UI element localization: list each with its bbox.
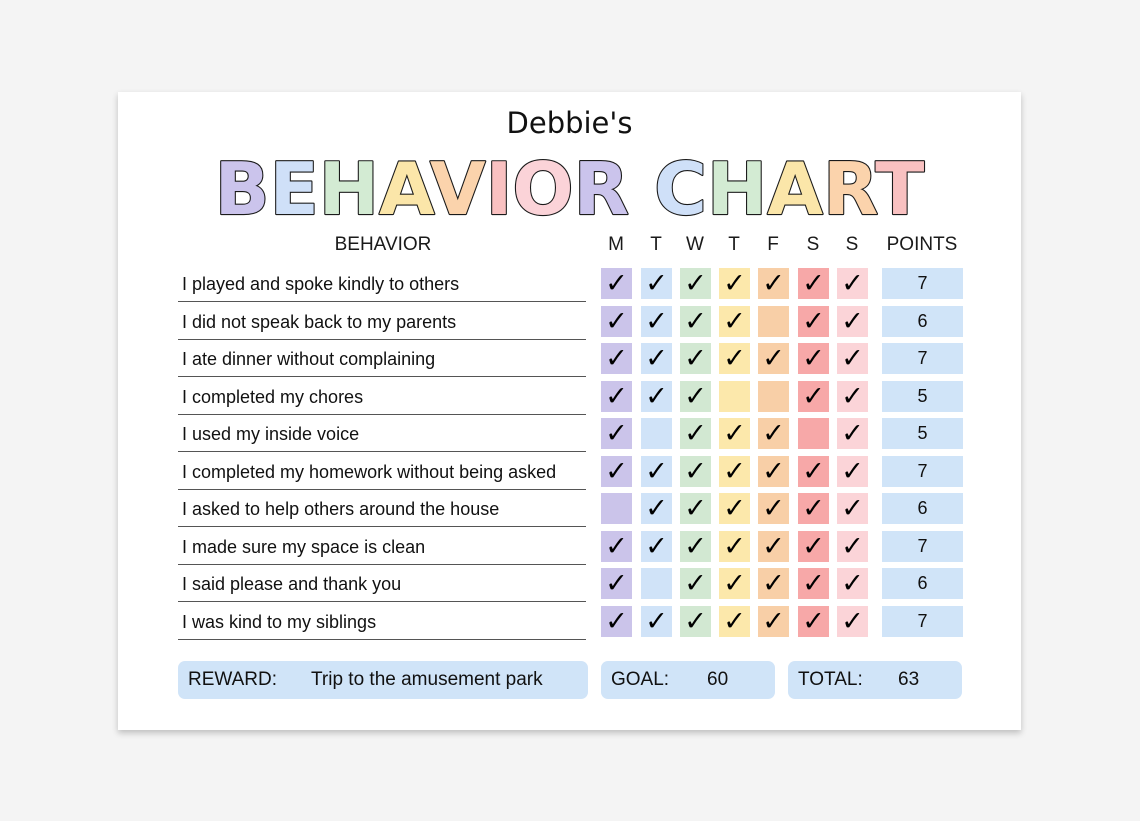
check-icon: ✓ [802, 455, 825, 487]
checked-cell[interactable] [641, 493, 672, 524]
points-value: 6 [882, 493, 963, 524]
check-icon: ✓ [802, 493, 825, 524]
check-icon: ✓ [802, 380, 825, 412]
check-icon: ✓ [802, 305, 825, 337]
points-value: 7 [882, 343, 963, 374]
check-icon: ✓ [841, 418, 864, 449]
behavior-label: I played and spoke kindly to others [178, 266, 586, 302]
checked-cell[interactable] [837, 606, 868, 637]
points-value: 5 [882, 418, 963, 449]
checked-cell[interactable] [719, 343, 750, 374]
check-icon: ✓ [645, 455, 668, 487]
goal-label: GOAL: [611, 669, 670, 690]
behavior-label: I asked to help others around the house [178, 491, 586, 527]
check-icon: ✓ [841, 268, 864, 299]
checked-cell[interactable] [641, 531, 672, 562]
checked-cell[interactable] [758, 456, 789, 487]
points-value: 6 [882, 306, 963, 337]
table-row [118, 416, 1021, 454]
checked-cell[interactable] [680, 418, 711, 449]
points-value: 7 [882, 456, 963, 487]
checked-cell[interactable] [798, 306, 829, 337]
checked-cell[interactable] [601, 531, 632, 562]
check-icon: ✓ [841, 530, 864, 562]
check-icon: ✓ [605, 530, 628, 562]
checked-cell[interactable] [601, 381, 632, 412]
points-column-header: POINTS [886, 234, 958, 255]
check-icon: ✓ [723, 493, 746, 524]
total-label: TOTAL: [798, 669, 863, 690]
checked-cell[interactable] [719, 606, 750, 637]
checked-cell[interactable] [837, 268, 868, 299]
check-icon: ✓ [762, 493, 785, 524]
checked-cell[interactable] [837, 381, 868, 412]
checked-cell[interactable] [601, 568, 632, 599]
check-icon: ✓ [723, 530, 746, 562]
table-row [118, 566, 1021, 604]
goal-value: 60 [707, 669, 729, 690]
checked-cell[interactable] [798, 456, 829, 487]
checked-cell[interactable] [758, 606, 789, 637]
table-row [118, 304, 1021, 342]
checked-cell[interactable] [719, 456, 750, 487]
behavior-label: I made sure my space is clean [178, 529, 586, 565]
check-icon: ✓ [684, 605, 707, 637]
check-icon: ✓ [802, 568, 825, 599]
checked-cell[interactable] [641, 456, 672, 487]
check-icon: ✓ [645, 268, 668, 299]
empty-cell[interactable] [641, 568, 672, 599]
points-value: 7 [882, 606, 963, 637]
check-icon: ✓ [841, 380, 864, 412]
check-icon: ✓ [684, 268, 707, 299]
check-icon: ✓ [684, 418, 707, 449]
checked-cell[interactable] [758, 493, 789, 524]
check-icon: ✓ [684, 455, 707, 487]
check-icon: ✓ [802, 605, 825, 637]
check-icon: ✓ [762, 418, 785, 449]
checked-cell[interactable] [719, 493, 750, 524]
chart-title [118, 144, 1021, 226]
check-icon: ✓ [762, 343, 785, 374]
behavior-label: I used my inside voice [178, 416, 586, 452]
day-header: T [650, 234, 662, 255]
table-row [118, 266, 1021, 304]
check-icon: ✓ [605, 605, 628, 637]
check-icon: ✓ [605, 380, 628, 412]
check-icon: ✓ [841, 605, 864, 637]
checked-cell[interactable] [641, 343, 672, 374]
check-icon: ✓ [605, 343, 628, 374]
check-icon: ✓ [605, 305, 628, 337]
check-icon: ✓ [645, 380, 668, 412]
behavior-label: I did not speak back to my parents [178, 304, 586, 340]
chart-title-text: BEHAVIOR CHART [214, 147, 925, 226]
empty-cell[interactable] [758, 381, 789, 412]
checked-cell[interactable] [837, 531, 868, 562]
checked-cell[interactable] [601, 456, 632, 487]
day-header: M [608, 234, 624, 255]
behavior-label: I ate dinner without complaining [178, 341, 586, 377]
day-header: S [845, 234, 859, 255]
day-header: S [806, 234, 820, 255]
table-row [118, 604, 1021, 642]
checked-cell[interactable] [680, 456, 711, 487]
behavior-label: I was kind to my siblings [178, 604, 586, 640]
points-value: 6 [882, 568, 963, 599]
table-row [118, 379, 1021, 417]
day-header: F [767, 234, 779, 255]
checked-cell[interactable] [680, 606, 711, 637]
reward-value: Trip to the amusement park [311, 669, 543, 690]
checked-cell[interactable] [758, 418, 789, 449]
reward-label: REWARD: [188, 669, 278, 690]
behavior-label: I completed my homework without being asked [178, 454, 586, 490]
total-box [788, 661, 962, 699]
checked-cell[interactable] [798, 268, 829, 299]
checked-cell[interactable] [641, 381, 672, 412]
check-icon: ✓ [684, 568, 707, 599]
table-row [118, 529, 1021, 567]
checked-cell[interactable] [837, 306, 868, 337]
table-row [118, 454, 1021, 492]
empty-cell[interactable] [798, 418, 829, 449]
check-icon: ✓ [762, 268, 785, 299]
check-icon: ✓ [645, 605, 668, 637]
checked-cell[interactable] [798, 531, 829, 562]
checked-cell[interactable] [758, 531, 789, 562]
checked-cell[interactable] [719, 418, 750, 449]
checked-cell[interactable] [680, 531, 711, 562]
checked-cell[interactable] [758, 343, 789, 374]
check-icon: ✓ [841, 493, 864, 524]
check-icon: ✓ [684, 530, 707, 562]
checked-cell[interactable] [601, 343, 632, 374]
checked-cell[interactable] [680, 568, 711, 599]
check-icon: ✓ [841, 343, 864, 374]
checked-cell[interactable] [601, 306, 632, 337]
check-icon: ✓ [605, 268, 628, 299]
checked-cell[interactable] [837, 418, 868, 449]
checked-cell[interactable] [719, 306, 750, 337]
check-icon: ✓ [802, 343, 825, 374]
checked-cell[interactable] [798, 568, 829, 599]
checked-cell[interactable] [798, 381, 829, 412]
check-icon: ✓ [841, 305, 864, 337]
goal-box [601, 661, 775, 699]
checked-cell[interactable] [798, 343, 829, 374]
check-icon: ✓ [723, 568, 746, 599]
checked-cell[interactable] [758, 268, 789, 299]
checked-cell[interactable] [641, 606, 672, 637]
behavior-column-header: BEHAVIOR [334, 234, 432, 255]
empty-cell[interactable] [758, 306, 789, 337]
check-icon: ✓ [762, 530, 785, 562]
check-icon: ✓ [645, 493, 668, 524]
check-icon: ✓ [605, 568, 628, 599]
check-icon: ✓ [762, 455, 785, 487]
table-row [118, 491, 1021, 529]
checked-cell[interactable] [758, 568, 789, 599]
check-icon: ✓ [684, 493, 707, 524]
checked-cell[interactable] [641, 268, 672, 299]
empty-cell[interactable] [601, 493, 632, 524]
points-value: 7 [882, 268, 963, 299]
check-icon: ✓ [723, 343, 746, 374]
behavior-label: I completed my chores [178, 379, 586, 415]
check-icon: ✓ [684, 343, 707, 374]
check-icon: ✓ [605, 418, 628, 449]
check-icon: ✓ [605, 455, 628, 487]
empty-cell[interactable] [641, 418, 672, 449]
check-icon: ✓ [645, 343, 668, 374]
checked-cell[interactable] [601, 418, 632, 449]
behavior-label: I said please and thank you [178, 566, 586, 602]
checked-cell[interactable] [798, 606, 829, 637]
check-icon: ✓ [645, 530, 668, 562]
behavior-chart-card [118, 92, 1021, 730]
check-icon: ✓ [723, 268, 746, 299]
check-icon: ✓ [841, 568, 864, 599]
checked-cell[interactable] [680, 343, 711, 374]
check-icon: ✓ [684, 305, 707, 337]
checked-cell[interactable] [719, 568, 750, 599]
day-header: W [686, 234, 704, 255]
checked-cell[interactable] [680, 493, 711, 524]
checked-cell[interactable] [798, 493, 829, 524]
checked-cell[interactable] [641, 306, 672, 337]
check-icon: ✓ [723, 418, 746, 449]
checked-cell[interactable] [601, 606, 632, 637]
checked-cell[interactable] [719, 268, 750, 299]
checked-cell[interactable] [680, 268, 711, 299]
check-icon: ✓ [723, 455, 746, 487]
check-icon: ✓ [723, 605, 746, 637]
checked-cell[interactable] [680, 306, 711, 337]
owner-name: Debbie's [506, 106, 633, 140]
checked-cell[interactable] [837, 568, 868, 599]
points-value: 7 [882, 531, 963, 562]
reward-box [178, 661, 588, 699]
check-icon: ✓ [723, 305, 746, 337]
total-value: 63 [898, 669, 920, 690]
checked-cell[interactable] [680, 381, 711, 412]
check-icon: ✓ [762, 568, 785, 599]
empty-cell[interactable] [719, 381, 750, 412]
check-icon: ✓ [684, 380, 707, 412]
check-icon: ✓ [802, 268, 825, 299]
check-icon: ✓ [762, 605, 785, 637]
checked-cell[interactable] [837, 456, 868, 487]
checked-cell[interactable] [601, 268, 632, 299]
table-row [118, 341, 1021, 379]
checked-cell[interactable] [837, 343, 868, 374]
checked-cell[interactable] [719, 531, 750, 562]
check-icon: ✓ [645, 305, 668, 337]
day-header: T [728, 234, 740, 255]
points-value: 5 [882, 381, 963, 412]
check-icon: ✓ [841, 455, 864, 487]
check-icon: ✓ [802, 530, 825, 562]
checked-cell[interactable] [837, 493, 868, 524]
